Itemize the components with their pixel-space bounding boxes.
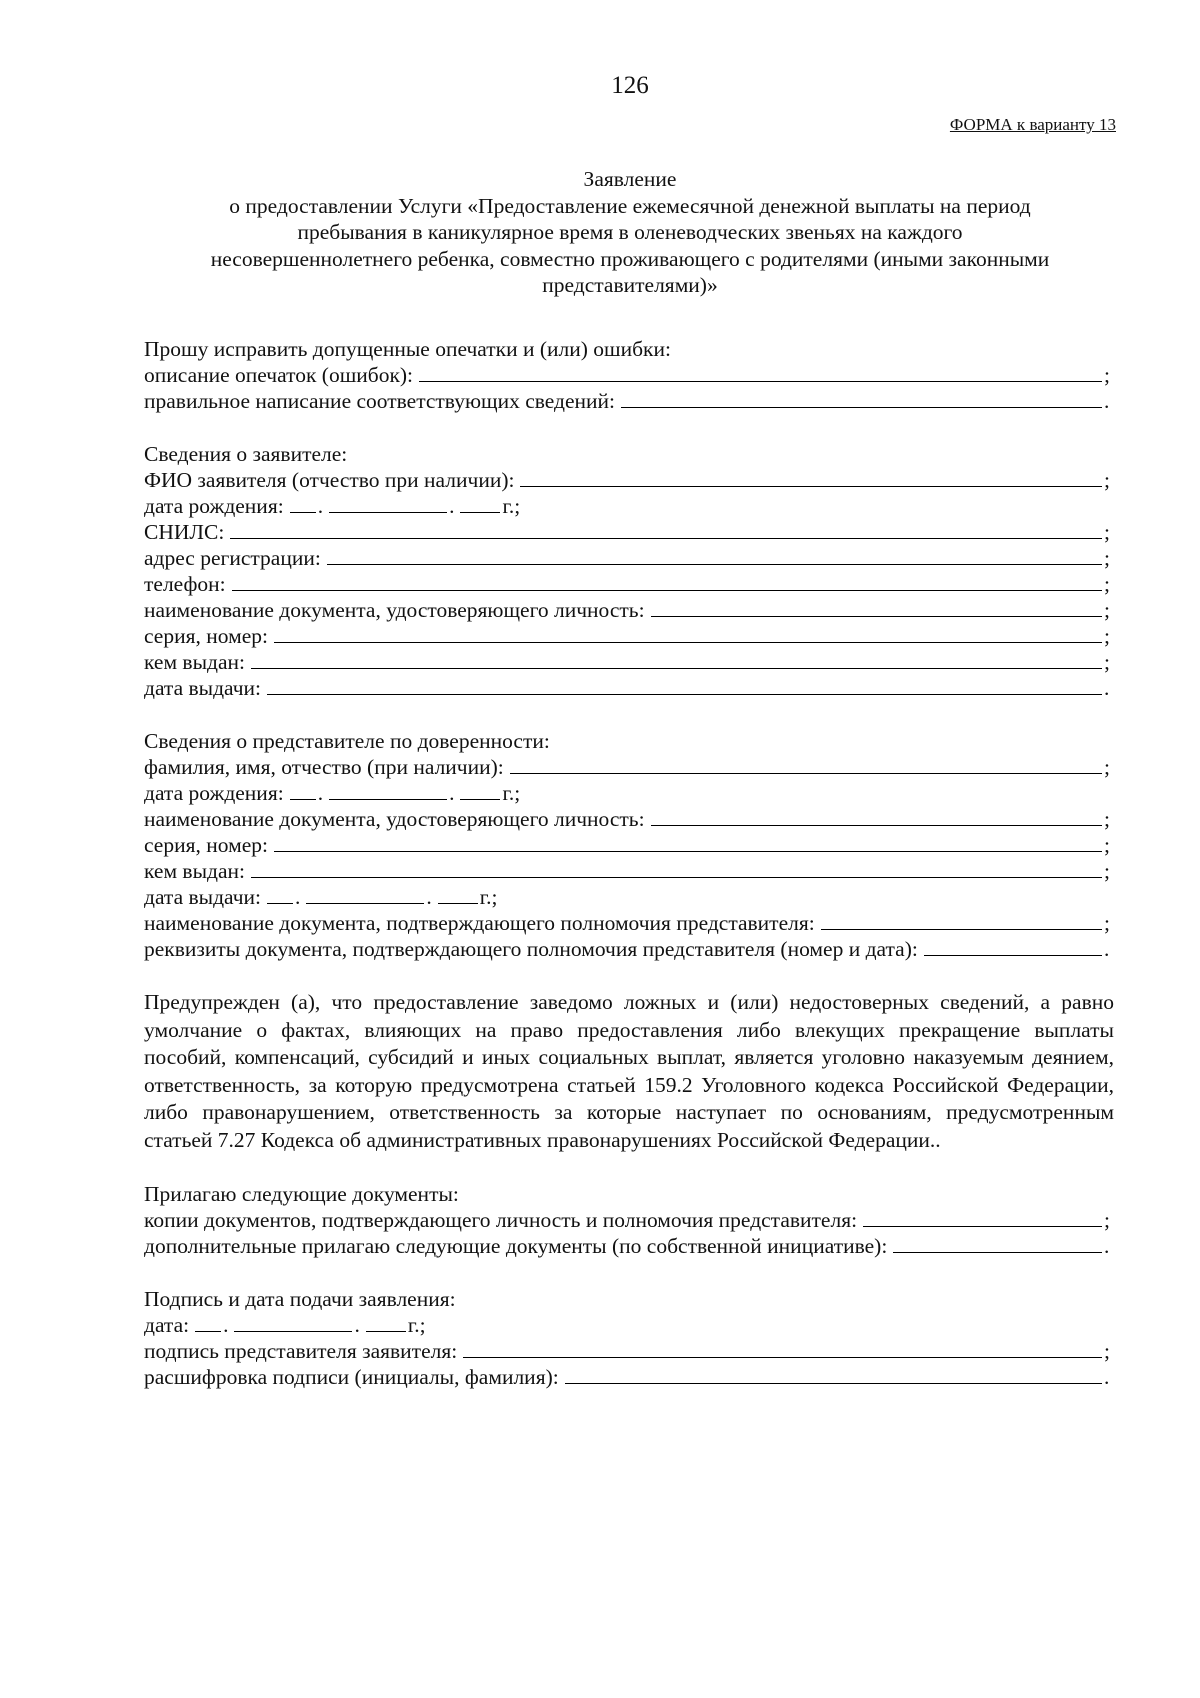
rep-birth-month-field[interactable] <box>329 780 447 800</box>
rep-birth-year-field[interactable] <box>460 780 500 800</box>
corrections-description-field[interactable] <box>419 362 1102 382</box>
signature-transcript-row <box>144 1364 1114 1390</box>
rep-issued-by-row <box>144 858 1114 884</box>
correct-spelling-row <box>144 388 1114 414</box>
rep-authority-details-row <box>144 936 1114 962</box>
applicant-issue-date-row <box>144 675 1114 701</box>
rep-issue-day-field[interactable] <box>267 884 293 904</box>
date-dot: . <box>449 781 455 805</box>
attachments-additional-label: дополнительные прилагаю следующие документы (по собственной инициативе): <box>144 1234 888 1258</box>
semicolon: ; <box>1104 572 1110 596</box>
signature-transcript-label: расшифровка подписи (инициалы, фамилия): <box>144 1365 559 1389</box>
rep-authority-details-label: реквизиты документа, подтверждающего полномочия представителя (номер и дата): <box>144 937 918 961</box>
semicolon: ; <box>1104 833 1110 857</box>
rep-id-doc-row <box>144 806 1114 832</box>
applicant-id-doc-field[interactable] <box>651 597 1102 617</box>
liability-warning: Предупрежден (а), что предоставление заведомо ложных и (или) недостоверных сведений, а равно умолчание о фактах, влияющих на право предоставления либо влекущих прекращение выплаты пособий, компенсаций, субсидий и иных социальных выплат, является уголовно наказуемым деянием, ответственность, за которую предусмотрена статьей 159.2 Уголовного кодекса Российской Федерации, либо правонарушением, ответственность за которые наступает по основаниям, предусмотренным статьей 7.27 Кодекса об административных правонарушениях Российской Федерации.. <box>144 990 1114 1152</box>
applicant-series-number-field[interactable] <box>274 623 1102 643</box>
date-dot: . <box>317 494 324 518</box>
year-suffix: г.; <box>502 494 521 518</box>
corrections-description-row <box>144 362 1114 388</box>
attachments-copies-field[interactable] <box>863 1207 1102 1227</box>
applicant-phone-label: телефон: <box>144 572 226 596</box>
period: . <box>1104 1365 1110 1389</box>
representative-heading: Сведения о представителе по доверенности: <box>144 729 550 753</box>
applicant-issued-by-row <box>144 649 1114 675</box>
applicant-snils-label: СНИЛС: <box>144 520 225 544</box>
year-suffix: г.; <box>502 781 521 805</box>
applicant-fio-field[interactable] <box>520 467 1102 487</box>
applicant-issued-by-label: кем выдан: <box>144 650 245 674</box>
rep-signature-label: подпись представителя заявителя: <box>144 1339 458 1363</box>
applicant-id-doc-label: наименование документа, удостоверяющего личность: <box>144 598 645 622</box>
rep-authority-details-field[interactable] <box>924 936 1102 956</box>
rep-issue-month-field[interactable] <box>306 884 424 904</box>
signature-year-field[interactable] <box>366 1312 406 1332</box>
semicolon: ; <box>1104 859 1110 883</box>
rep-fio-row <box>144 754 1114 780</box>
signature-date-row <box>144 1312 1114 1338</box>
correct-spelling-label: правильное написание соответствующих сведений: <box>144 389 616 413</box>
signature-day-field[interactable] <box>195 1312 221 1332</box>
applicant-address-row <box>144 545 1114 571</box>
rep-issue-date-row <box>144 884 1114 910</box>
attachments-copies-row <box>144 1207 1114 1233</box>
rep-issued-by-field[interactable] <box>251 858 1102 878</box>
applicant-birth-year-field[interactable] <box>460 493 500 513</box>
applicant-birth-date-label: дата рождения: <box>144 494 284 518</box>
applicant-birth-date-row <box>144 493 1114 519</box>
semicolon: ; <box>1104 546 1110 570</box>
corrections-heading: Прошу исправить допущенные опечатки и (или) ошибки: <box>144 337 671 361</box>
applicant-series-number-row <box>144 623 1114 649</box>
semicolon: ; <box>1104 911 1110 935</box>
date-dot: . <box>426 885 432 909</box>
rep-birth-day-field[interactable] <box>290 780 316 800</box>
period: . <box>1104 937 1110 961</box>
page-number: 126 <box>611 72 649 99</box>
date-dot: . <box>449 494 455 518</box>
signature-transcript-field[interactable] <box>565 1364 1102 1384</box>
rep-fio-label: фамилия, имя, отчество (при наличии): <box>144 755 504 779</box>
rep-authority-doc-row <box>144 910 1114 936</box>
applicant-address-field[interactable] <box>327 545 1102 565</box>
period: . <box>1104 676 1110 700</box>
attachments-additional-row <box>144 1233 1114 1259</box>
applicant-issue-date-label: дата выдачи: <box>144 676 262 700</box>
rep-id-doc-field[interactable] <box>651 806 1102 826</box>
title-line-4: несовершеннолетнего ребенка, совместно проживающего с родителями (иными законными <box>210 246 1050 271</box>
year-suffix: г.; <box>407 1313 426 1337</box>
applicant-birth-day-field[interactable] <box>290 493 316 513</box>
date-dot: . <box>295 885 301 909</box>
semicolon: ; <box>1104 650 1110 674</box>
semicolon: ; <box>1104 1208 1110 1232</box>
semicolon: ; <box>1104 807 1110 831</box>
rep-issued-by-label: кем выдан: <box>144 859 245 883</box>
rep-authority-doc-label: наименование документа, подтверждающего полномочия представителя: <box>144 911 815 935</box>
signature-month-field[interactable] <box>234 1312 352 1332</box>
signature-heading: Подпись и дата подачи заявления: <box>144 1287 456 1311</box>
applicant-birth-month-field[interactable] <box>329 493 447 513</box>
rep-id-doc-label: наименование документа, удостоверяющего личность: <box>144 807 645 831</box>
correct-spelling-field[interactable] <box>621 388 1102 408</box>
form-body <box>144 336 1114 1390</box>
rep-authority-doc-field[interactable] <box>821 910 1102 930</box>
applicant-id-doc-row <box>144 597 1114 623</box>
rep-signature-row <box>144 1338 1114 1364</box>
applicant-issued-by-field[interactable] <box>251 649 1102 669</box>
rep-series-number-label: серия, номер: <box>144 833 268 857</box>
year-suffix: г.; <box>479 885 498 909</box>
date-dot: . <box>223 1313 229 1337</box>
period: . <box>1104 389 1110 413</box>
semicolon: ; <box>1104 1339 1110 1363</box>
title-line-1: Заявление <box>583 167 677 191</box>
date-dot: . <box>317 781 324 805</box>
applicant-fio-label: ФИО заявителя (отчество при наличии): <box>144 468 515 492</box>
form-tag: ФОРМА к варианту 13 <box>949 115 1116 134</box>
period: . <box>1104 1234 1110 1258</box>
applicant-fio-row <box>144 467 1114 493</box>
applicant-heading: Сведения о заявителе: <box>144 442 348 466</box>
semicolon: ; <box>1104 624 1110 648</box>
rep-birth-date-row <box>144 780 1114 806</box>
applicant-series-number-label: серия, номер: <box>144 624 268 648</box>
attachments-copies-label: копии документов, подтверждающего личность и полномочия представителя: <box>144 1208 858 1232</box>
document-title <box>130 166 1130 299</box>
rep-birth-date-label: дата рождения: <box>144 781 284 805</box>
applicant-address-label: адрес регистрации: <box>144 546 321 570</box>
rep-issue-year-field[interactable] <box>438 884 478 904</box>
rep-signature-field[interactable] <box>463 1338 1102 1358</box>
applicant-phone-row <box>144 571 1114 597</box>
applicant-issue-date-field[interactable] <box>267 675 1102 695</box>
semicolon: ; <box>1104 755 1110 779</box>
rep-series-number-row <box>144 832 1114 858</box>
signature-date-label: дата: <box>144 1313 190 1337</box>
attachments-additional-field[interactable] <box>893 1233 1102 1253</box>
date-dot: . <box>354 1313 360 1337</box>
applicant-snils-field[interactable] <box>230 519 1102 539</box>
title-line-2: о предоставлении Услуги «Предоставление ежемесячной денежной выплаты на период <box>229 193 1031 218</box>
semicolon: ; <box>1104 363 1110 387</box>
attachments-heading: Прилагаю следующие документы: <box>144 1182 459 1206</box>
rep-issue-date-label: дата выдачи: <box>144 885 262 909</box>
semicolon: ; <box>1104 520 1110 544</box>
rep-series-number-field[interactable] <box>274 832 1102 852</box>
title-line-3: пребывания в каникулярное время в оленеводческих звеньях на каждого <box>297 220 963 244</box>
semicolon: ; <box>1104 468 1110 492</box>
applicant-snils-row <box>144 519 1114 545</box>
corrections-description-label: описание опечаток (ошибок): <box>144 363 414 387</box>
title-line-5: представителями)» <box>542 273 718 297</box>
rep-fio-field[interactable] <box>510 754 1102 774</box>
semicolon: ; <box>1104 598 1110 622</box>
applicant-phone-field[interactable] <box>232 571 1102 591</box>
